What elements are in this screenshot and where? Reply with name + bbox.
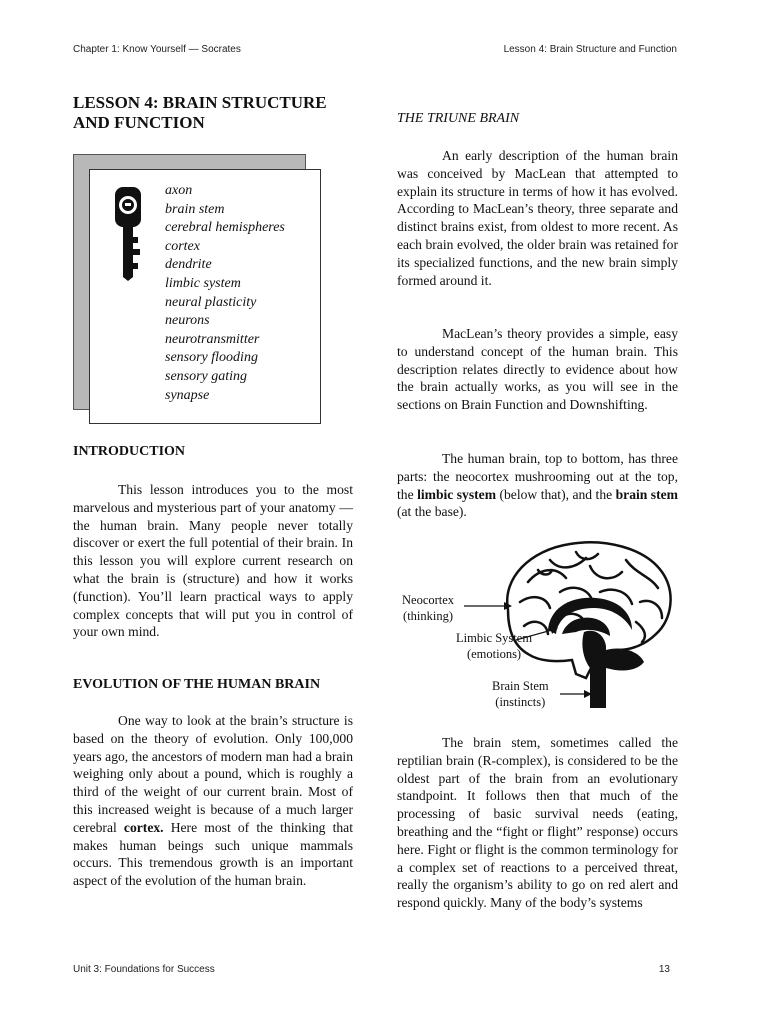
- triune-paragraph-1: An early description of the human brain was conceived by MacLean that attempted to explain its structure in terms of how it has evolved. According to MacLean’s theory, three separate and distinct brains exist, from oldest to more recent. As each brain evolved, the older brain was retained for its specialized functions, and the new brain simply formed around it.: [397, 148, 678, 288]
- page-number: 13: [658, 964, 670, 975]
- triune-heading: THE TRIUNE BRAIN: [397, 111, 520, 126]
- triune-paragraph-4: The brain stem, sometimes called the reptilian brain (R-complex), is considered to be the oldest part of the brain from an evolutionary standpoint. It follows then that much of the processing of basic survival needs (eating, breathing and the “fight or flight” response) occurs here. Fight or flight is the common terminology for a complex set of reactions to a perceived threat, really the organism’s ability to go on red alert and respond quickly. Many of the body’s systems: [397, 735, 678, 911]
- vocab-term: sensory gating: [165, 368, 248, 384]
- footer-unit: Unit 3: Foundations for Success: [73, 964, 215, 975]
- lesson-title: LESSON 4: BRAIN STRUCTURE AND FUNCTION: [73, 93, 327, 132]
- vocab-term: cerebral hemispheres: [165, 220, 285, 236]
- vocab-term: neural plasticity: [165, 294, 257, 310]
- introduction-paragraph: This lesson introduces you to the most marvelous and mysterious part of your anatomy — the human brain. Many people never totally discover or exert the full potential of their brain. In this lesson you will explore current research on what the brain is (structure) and how it works (function). You’ll learn practical ways to apply complex concepts that will put you in control of your own mind.: [73, 482, 353, 640]
- limbic-label: Limbic System (emotions): [456, 631, 533, 661]
- vocab-term: neurons: [165, 313, 210, 329]
- brain-diagram: [400, 538, 680, 718]
- triune-paragraph-3: The human brain, top to bottom, has three parts: the neocortex mushrooming out at the top, the limbic system (below that), and the brain stem (at the base).: [397, 451, 678, 520]
- running-header-right: Lesson 4: Brain Structure and Function: [503, 44, 677, 55]
- vocab-term: neurotransmitter: [165, 331, 260, 347]
- vocab-list: [165, 182, 285, 405]
- key-icon: [114, 185, 142, 281]
- vocab-term: brain stem: [165, 201, 225, 217]
- vocab-term: axon: [165, 183, 193, 198]
- evolution-paragraph: One way to look at the brain’s structure is based on the theory of evolution. Only 100,000 years ago, the ancestors of modern man had a brain weighing only about a pound, which is roughly a third of the weight of our current brain. Most of this increased weight is because of a much larger cerebral cortex. Here most of the thinking that makes human beings such unique mammals occurs. This tremendous growth is an important aspect of the evolution of the human brain.: [73, 713, 353, 889]
- vocab-term: limbic system: [165, 275, 241, 291]
- running-header-left: Chapter 1: Know Yourself — Socrates: [73, 44, 241, 55]
- brain-stem-label: Brain Stem (instincts): [492, 679, 549, 709]
- vocab-term: sensory flooding: [165, 350, 258, 366]
- neocortex-label: Neocortex (thinking): [402, 593, 455, 623]
- evolution-heading: EVOLUTION OF THE HUMAN BRAIN: [73, 677, 321, 692]
- introduction-heading: INTRODUCTION: [73, 444, 186, 459]
- vocab-term: dendrite: [165, 257, 212, 273]
- vocab-term: cortex: [165, 238, 200, 254]
- triune-paragraph-2: MacLean’s theory provides a simple, easy to understand concept of the human brain. This description relates directly to evidence about how the brain actually works, as you will see in the sections on Brain Function and Downshifting.: [397, 326, 678, 413]
- vocab-term: synapse: [165, 387, 210, 403]
- vocab-box: [89, 169, 321, 424]
